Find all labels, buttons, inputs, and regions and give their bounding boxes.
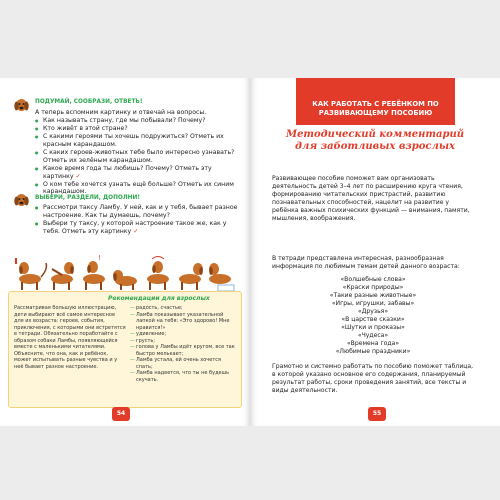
svg-text:!: ! xyxy=(98,254,101,262)
dog-happy xyxy=(15,258,46,290)
subtitle: Методический комментарий для заботливых взрослых xyxy=(286,129,464,152)
question-item: ● Кто живёт в этой стране? xyxy=(35,125,240,133)
mood-item: — удивление; xyxy=(130,331,238,338)
task-list xyxy=(35,204,240,236)
theme-item: «Времена года» xyxy=(346,340,400,348)
dog-surprised xyxy=(83,254,105,290)
mood-item: — Ламба надеется, что ты не будешь скучать. xyxy=(130,370,238,383)
checkmark-icon: ✓ xyxy=(75,172,81,180)
mood-item: — Ламба устала, ей очень хочется спать; xyxy=(130,357,238,370)
dog-dizzy xyxy=(147,257,169,291)
page-number-right: 55 xyxy=(368,407,386,421)
dog-tired xyxy=(179,263,203,290)
question-text: Какое время года ты любишь? Почему? Отметь эту картинку xyxy=(43,164,212,180)
theme-item: «Такие разные животные» xyxy=(329,292,417,300)
dog-sad xyxy=(113,270,137,290)
dachshund-head-icon xyxy=(14,192,29,208)
theme-item: «Чудеса» xyxy=(357,332,389,340)
theme-item: «Шутки и проказы» xyxy=(341,324,405,332)
section-title-think: ПОДУМАЙ, СООБРАЗИ, ОТВЕТЬ! xyxy=(35,99,143,105)
mood-item: — грусть; xyxy=(130,338,238,345)
mood-item: — радость, счастье; xyxy=(130,305,238,312)
question-item: ● С каких героев-животных тебе было интересно узнавать? Отметь их зелёным карандашом. xyxy=(35,149,240,165)
page-number-left: 54 xyxy=(112,407,130,421)
theme-item: «Любимые праздники» xyxy=(335,348,411,356)
dog-pointing xyxy=(51,262,74,290)
tips-title: Рекомендации для взрослых xyxy=(108,295,210,302)
theme-item: «В царстве сказки» xyxy=(341,316,405,324)
paragraph-table: Грамотно и системно работать по пособию поможет таблица, в которой указано основное его содержания, планируемый результат работы, сроки проведения занятий, все тексты и виды деятельности. xyxy=(272,363,474,395)
dog-reading xyxy=(209,263,234,291)
question-item xyxy=(35,165,240,181)
paragraph-themes-intro: В тетради представлена интересная, разнообразная информация по любимым темам детей данного возраста: xyxy=(272,255,460,271)
question-item: ● С какими героями ты хочешь подружиться? Отметь их красным карандашом. xyxy=(35,133,240,149)
banner-title: КАК РАБОТАТЬ С РЕБЁНКОМ ПО РАЗВИВАЮЩЕМУ ПОСОБИЮ xyxy=(312,100,439,117)
mood-item: — Ламба показывает указательной лапкой на тебя: «Это здорово! Мне нравится!» xyxy=(130,312,238,332)
dachshund-head-icon xyxy=(14,97,29,113)
question-item: ● Как называть страну, где мы побывали? Почему? xyxy=(35,117,240,125)
question-list xyxy=(35,117,240,196)
theme-item: «Друзья» xyxy=(357,308,389,316)
question-item: ● О ком тебе хочется узнать ещё больше? Отметь их синим карандашом. xyxy=(35,181,240,197)
themes-list xyxy=(272,276,474,356)
intro-text: А теперь вспомним картинку и отвечай на вопросы. xyxy=(35,109,207,116)
paragraph-intro: Развивающее пособие поможет вам организовать деятельность детей 3–4 лет по расширению круга чтения, формированию читательских пристрастий, развитию познавательных способностей, нацелит на развитие у ребёнка важных психических функций — внимания, памяти, мышления, воображения. xyxy=(272,175,470,223)
theme-item: «Краски природы» xyxy=(342,284,404,292)
tips-text: Рассматривая большую иллюстрацию, дети выбирают всё самое интересное для их возраста: героев, события, приключения, с которыми они встретятся в тетради. Обязательно поработайте с образом собаки Ламбы, появляющейся вместе с маленькими читателями. Объясните, что она, как и ребёнок, может испытывать разные чувства и у неё бывает разное настроение. xyxy=(14,305,126,370)
theme-item: «Волшебные слова» xyxy=(340,276,406,283)
checkmark-icon: ✓ xyxy=(133,227,139,235)
tips-mood-list xyxy=(130,305,238,383)
theme-item: «Игры, игрушки, забавы» xyxy=(331,300,415,308)
mood-item: — голова у Ламбы идёт кругом, все так быстро мелькает; xyxy=(130,344,238,357)
task-item: ● Рассмотри таксу Ламбу. У ней, как и у тебя, бывает разное настроение. Как ты думаешь, почему? xyxy=(35,204,240,220)
task-text: Выбери ту таксу, у которой настроение такое же, как у тебя. Отметь эту картинку xyxy=(43,219,227,235)
section-title-choose: ВЫБЕРИ, РАЗДЕЛИ, ДОПОЛНИ! xyxy=(35,195,141,201)
task-item xyxy=(35,220,240,236)
